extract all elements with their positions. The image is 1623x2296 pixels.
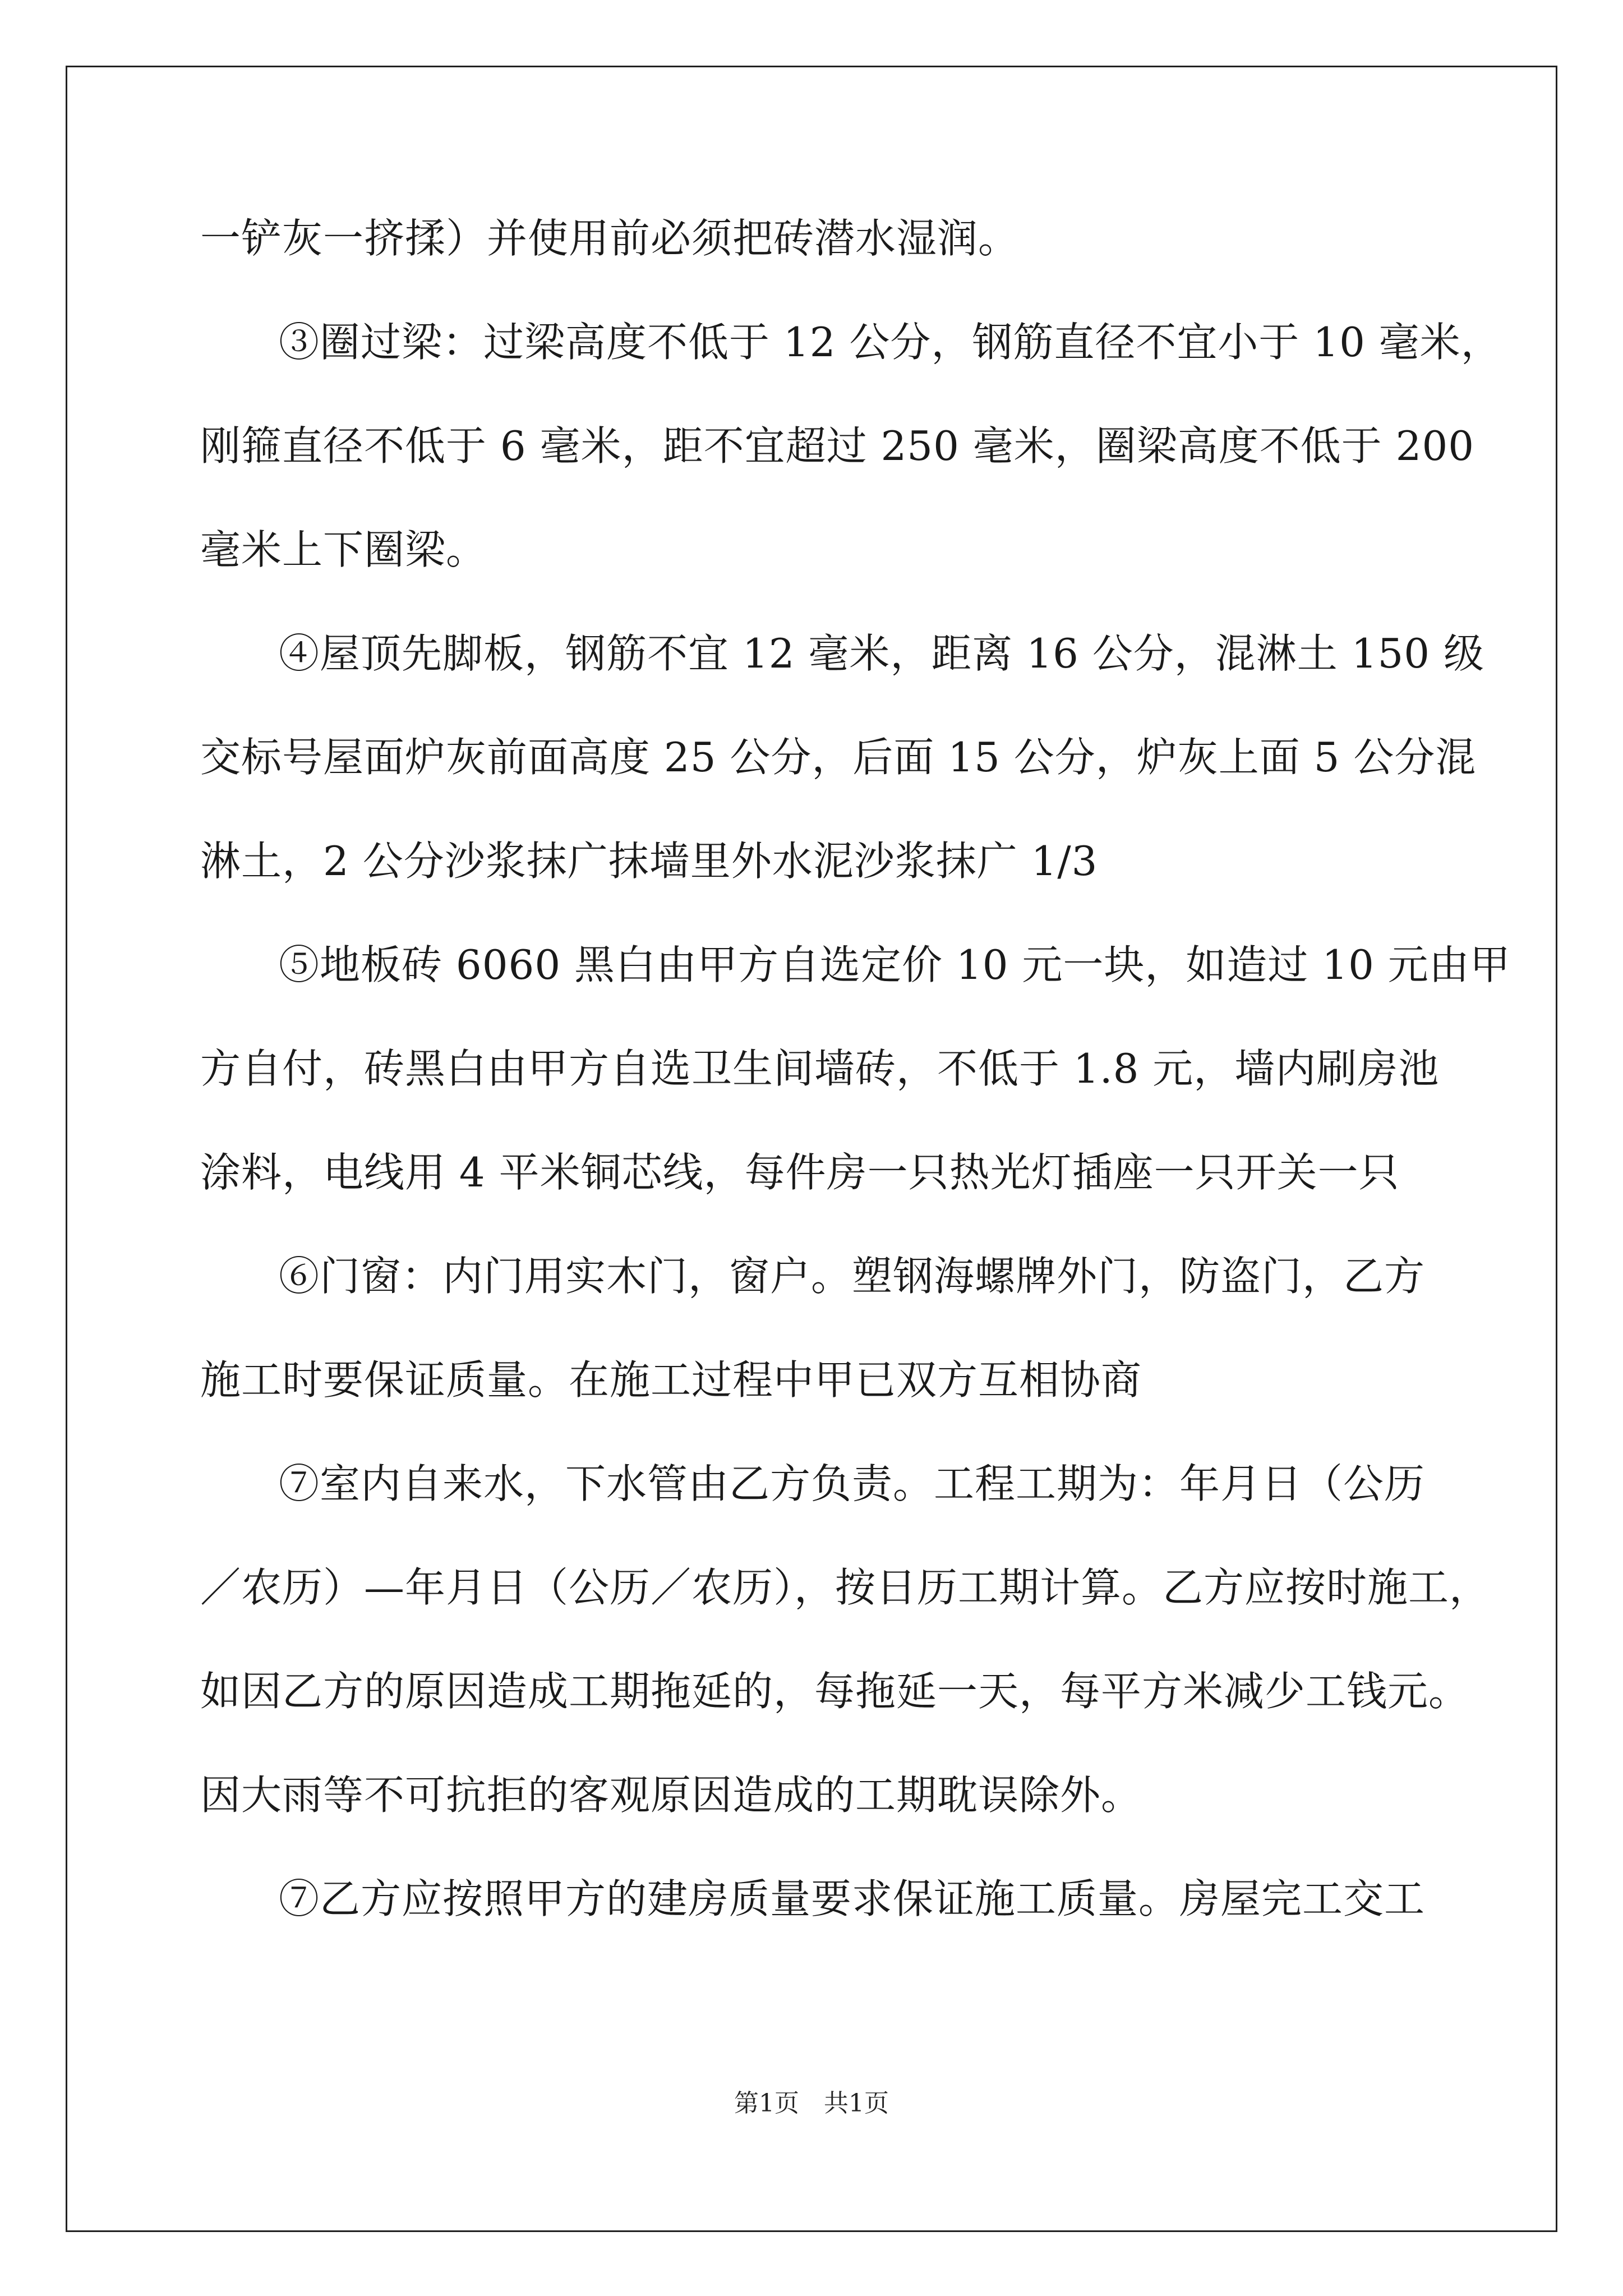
text-line-17: ⑦乙方应按照甲方的建房质量要求保证施工质量。房屋完工交工 [279, 1875, 1426, 1922]
text-line-13: ⑦室内自来水，下水管由乙方负责。工程工期为：年月日（公历 [279, 1460, 1426, 1507]
text-line-5: ④屋顶先脚板，钢筋不宜 12 毫米，距离 16 公分，混淋土 150 级 [279, 630, 1484, 677]
text-line-10: 涂料，电线用 4 平米铜芯线，每件房一只热光灯插座一只开关一只 [200, 1149, 1400, 1196]
text-line-2: ③圈过梁：过梁高度不低于 12 公分，钢筋直径不宜小于 10 毫米， [279, 319, 1502, 366]
text-line-4: 毫米上下圈梁。 [200, 526, 487, 573]
text-line-15: 如因乙方的原因造成工期拖延的，每拖延一天，每平方米减少工钱元。 [200, 1668, 1470, 1715]
text-line-9: 方自付，砖黑白由甲方自选卫生间墙砖，不低于 1.8 元，墙内刷房池 [200, 1045, 1440, 1092]
text-line-7: 淋土，2 公分沙浆抹广抹墙里外水泥沙浆抹广 1/3 [200, 838, 1098, 885]
text-line-16: 因大雨等不可抗拒的客观原因造成的工期耽误除外。 [200, 1772, 1142, 1819]
page-footer: 第1页 共1页 [734, 2089, 889, 2118]
text-line-6: 交标号屋面炉灰前面高度 25 公分，后面 15 公分，炉灰上面 5 公分混 [200, 734, 1477, 781]
text-line-14: ／农历）—年月日（公历／农历），按日历工期计算。乙方应按时施工， [200, 1564, 1491, 1611]
text-line-3: 刚箍直径不低于 6 毫米，距不宜超过 250 毫米，圈梁高度不低于 200 [200, 422, 1475, 470]
text-line-11: ⑥门窗：内门用实木门，窗户。塑钢海螺牌外门，防盗门，乙方 [279, 1253, 1426, 1300]
text-line-12: 施工时要保证质量。在施工过程中甲已双方互相协商 [200, 1356, 1142, 1404]
text-line-8: ⑤地板砖 6060 黑白由甲方自选定价 10 元一块，如造过 10 元由甲 [279, 941, 1511, 988]
text-line-1: 一铲灰一挤揉）并使用前必须把砖潜水湿润。 [200, 215, 1020, 262]
